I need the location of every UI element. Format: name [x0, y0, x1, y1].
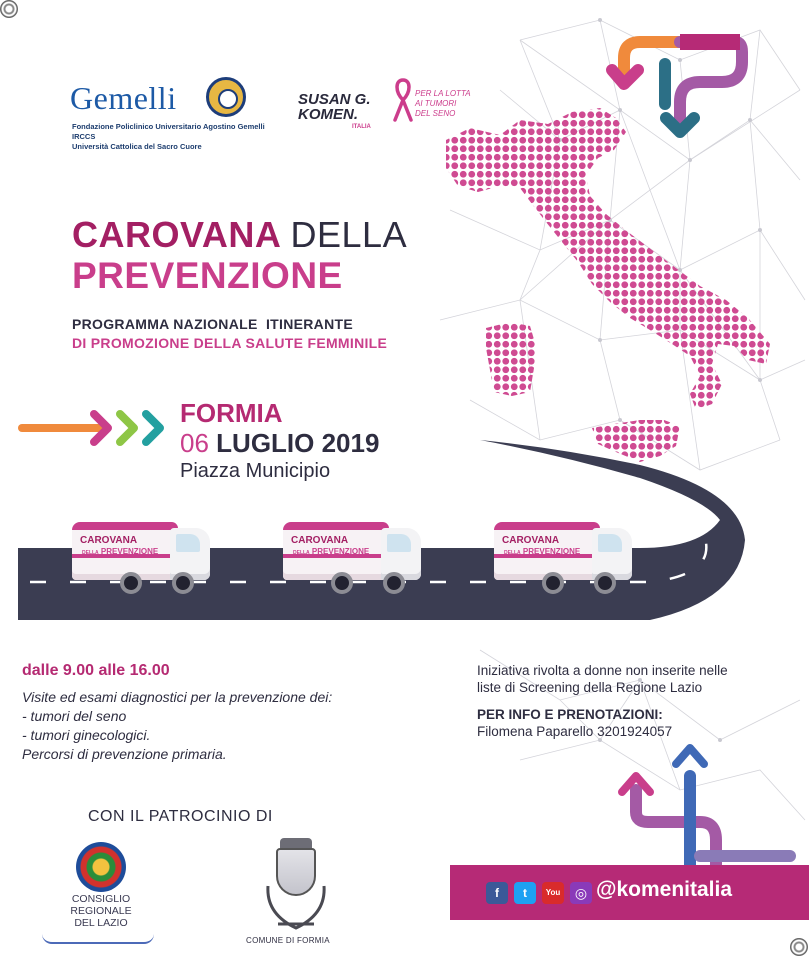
subtitle-line1: PROGRAMMA NAZIONALE ITINERANTE: [72, 316, 353, 332]
event-month-year: LUGLIO 2019: [216, 428, 380, 458]
van-3: [494, 522, 632, 590]
contact-heading: PER INFO E PRENOTAZIONI:: [477, 707, 663, 722]
italy-map: [446, 108, 770, 462]
gemelli-subtitle-line2: Università Cattolica del Sacro Cuore: [72, 142, 202, 151]
event-city: FORMIA: [180, 398, 283, 428]
social-handle[interactable]: @komenitalia: [596, 878, 733, 901]
consiglio-lazio-name: [58, 893, 144, 929]
van-label-prevenzione-word: PREVENZIONE: [311, 547, 370, 556]
consiglio-line3: DEL LAZIO: [74, 917, 128, 929]
van-roof-stripe: [283, 522, 389, 530]
van-wheel-front: [594, 572, 616, 594]
van-wheel-rear: [120, 572, 142, 594]
komen-logo-line2: KOMEN.: [298, 106, 358, 123]
van-label-prevenzione: [82, 547, 158, 556]
event-arrows: [22, 414, 160, 442]
consiglio-line2: REGIONALE: [70, 905, 132, 917]
van-2: [283, 522, 421, 590]
patronage-heading: CON IL PATROCINIO DI: [88, 808, 273, 825]
event-date: [180, 428, 379, 459]
van-label-della: DELLA: [504, 550, 521, 556]
opening-hours: dalle 9.00 alle 16.00: [22, 662, 170, 679]
comune-formia-name: COMUNE DI FORMIA: [246, 936, 330, 945]
komen-italia-label: ITALIA: [352, 124, 371, 130]
van-label-della: DELLA: [293, 550, 310, 556]
gemelli-seal-icon: [206, 77, 246, 117]
van-label-prevenzione-word: PREVENZIONE: [522, 547, 581, 556]
subtitle-line2: DI PROMOZIONE DELLA SALUTE FEMMINILE: [72, 335, 388, 351]
consiglio-line1: CONSIGLIO: [71, 893, 131, 905]
van-wheel-rear: [542, 572, 564, 594]
title-line1: [72, 214, 407, 256]
initiative-line1: Iniziativa rivolta a donne non inserite nelle: [477, 663, 728, 678]
title-word-della: DELLA: [290, 214, 408, 255]
twitter-icon[interactable]: t: [514, 882, 536, 904]
visits-line3: - tumori ginecologici.: [22, 727, 151, 743]
van-label-della: DELLA: [82, 550, 99, 556]
van-window: [176, 534, 200, 552]
komen-tagline: [415, 89, 471, 119]
van-wheel-rear: [331, 572, 353, 594]
gemelli-subtitle: [72, 122, 272, 152]
formia-laurel-icon: [262, 880, 330, 932]
facebook-icon[interactable]: f: [486, 882, 508, 904]
bottom-arrow-head-blue: [676, 748, 704, 764]
van-label-prevenzione: [293, 547, 369, 556]
title-word-prevenzione: PREVENZIONE: [72, 255, 343, 296]
gemelli-subtitle-line1: Fondazione Policlinico Universitario Agostino Gemelli IRCCS: [72, 122, 265, 141]
van-label-carovana: CAROVANA: [80, 535, 138, 546]
van-label-carovana: CAROVANA: [291, 535, 349, 546]
van-window: [387, 534, 411, 552]
top-arrow-block: [680, 34, 740, 50]
visits-line2: - tumori del seno: [22, 708, 127, 724]
van-window: [598, 534, 622, 552]
visits-description: [22, 688, 442, 764]
van-label-prevenzione-word: PREVENZIONE: [100, 547, 159, 556]
komen-tagline-line1: PER LA LOTTA: [415, 89, 471, 98]
visits-line1: Visite ed esami diagnostici per la prevenzione dei:: [22, 689, 333, 705]
komen-tagline-line2: AI TUMORI: [415, 99, 457, 108]
van-roof-stripe: [494, 522, 600, 530]
visits-line4: Percorsi di prevenzione primaria.: [22, 746, 227, 762]
van-wheel-front: [383, 572, 405, 594]
komen-tagline-line3: DEL SENO: [415, 109, 456, 118]
initiative-note: [477, 662, 797, 696]
instagram-icon[interactable]: ◎: [570, 882, 592, 904]
consiglio-lazio-emblem-icon: [76, 842, 126, 892]
initiative-line2: liste di Screening della Regione Lazio: [477, 680, 703, 695]
van-1: [72, 522, 210, 590]
corner-ornament-top-left: [0, 0, 18, 18]
gemelli-logo-text: Gemelli: [70, 80, 177, 116]
van-wheel-front: [172, 572, 194, 594]
komen-logo-line1: SUSAN G.: [298, 91, 371, 108]
contact-details: Filomena Paparello 3201924057: [477, 724, 673, 739]
event-place: Piazza Municipio: [180, 460, 331, 482]
komen-logo-text: [298, 92, 371, 122]
van-label-prevenzione: [504, 547, 580, 556]
van-roof-stripe: [72, 522, 178, 530]
youtube-icon[interactable]: You: [542, 882, 564, 904]
title-word-carovana: CAROVANA: [72, 214, 280, 255]
corner-ornament-bottom-right: [790, 938, 808, 956]
pink-ribbon-icon: [392, 78, 414, 122]
van-label-carovana: CAROVANA: [502, 535, 560, 546]
consiglio-lazio-swoosh: [42, 934, 154, 944]
event-day: 06: [180, 428, 209, 458]
